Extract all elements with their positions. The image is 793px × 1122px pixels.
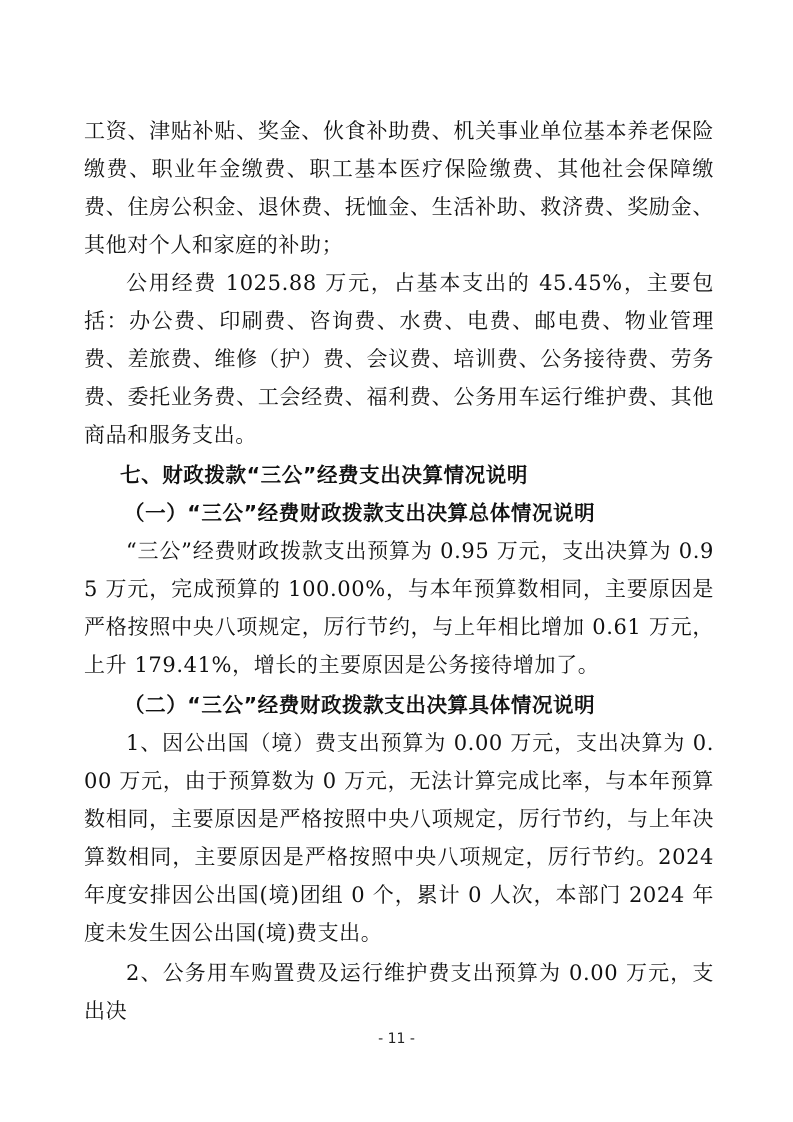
paragraph-official-vehicles: 2、公务用车购置费及运行维护费支出预算为 0.00 万元，支出决 (84, 961, 714, 1023)
document-body (84, 112, 714, 1030)
paragraph-public-expenses: 公用经费 1025.88 万元，占基本支出的 45.45%，主要包括：办公费、印刷费、咨询费、水费、电费、邮电费、物业管理费、差旅费、维修（护）费、会议费、培训费、公务接待费、劳务费、委托业务费、工会经费、福利费、公务用车运行维护费、其他商品和服务支出。 (84, 271, 714, 447)
subsection-heading-detail: （二）“三公”经费财政拨款支出决算具体情况说明 (124, 693, 596, 717)
paragraph-overall-three-public: “三公”经费财政拨款支出预算为 0.95 万元，支出决算为 0.95 万元，完成预算的 100.00%，与本年预算数相同，主要原因是严格按照中央八项规定，厉行节约，与上年相比增加 0.61 万元，上升 179.41%，增长的主要原因是公务接待增加了。 (84, 539, 714, 677)
paragraph-personnel-expenses: 工资、津贴补贴、奖金、伙食补助费、机关事业单位基本养老保险缴费、职业年金缴费、职工基本医疗保险缴费、其他社会保障缴费、住房公积金、退休费、抚恤金、生活补助、救济费、奖励金、其他对个人和家庭的补助； (84, 119, 714, 257)
section-heading-three-public: 七、财政拨款“三公”经费支出决算情况说明 (120, 463, 528, 487)
subsection-heading-overall: （一）“三公”经费财政拨款支出决算总体情况说明 (124, 501, 596, 525)
page-number: - 11 - (378, 1031, 415, 1047)
paragraph-overseas-travel: 1、因公出国（境）费支出预算为 0.00 万元，支出决算为 0.00 万元，由于预算数为 0 万元，无法计算完成比率，与本年预算数相同，主要原因是严格按照中央八项规定，厉行节约，与上年决算数相同，主要原因是严格按照中央八项规定，厉行节约。2024 年度安排因公出国(境)团组 0 个，累计 0 人次，本部门 2024 年度未发生因公出国(境)费支出。 (84, 731, 714, 945)
